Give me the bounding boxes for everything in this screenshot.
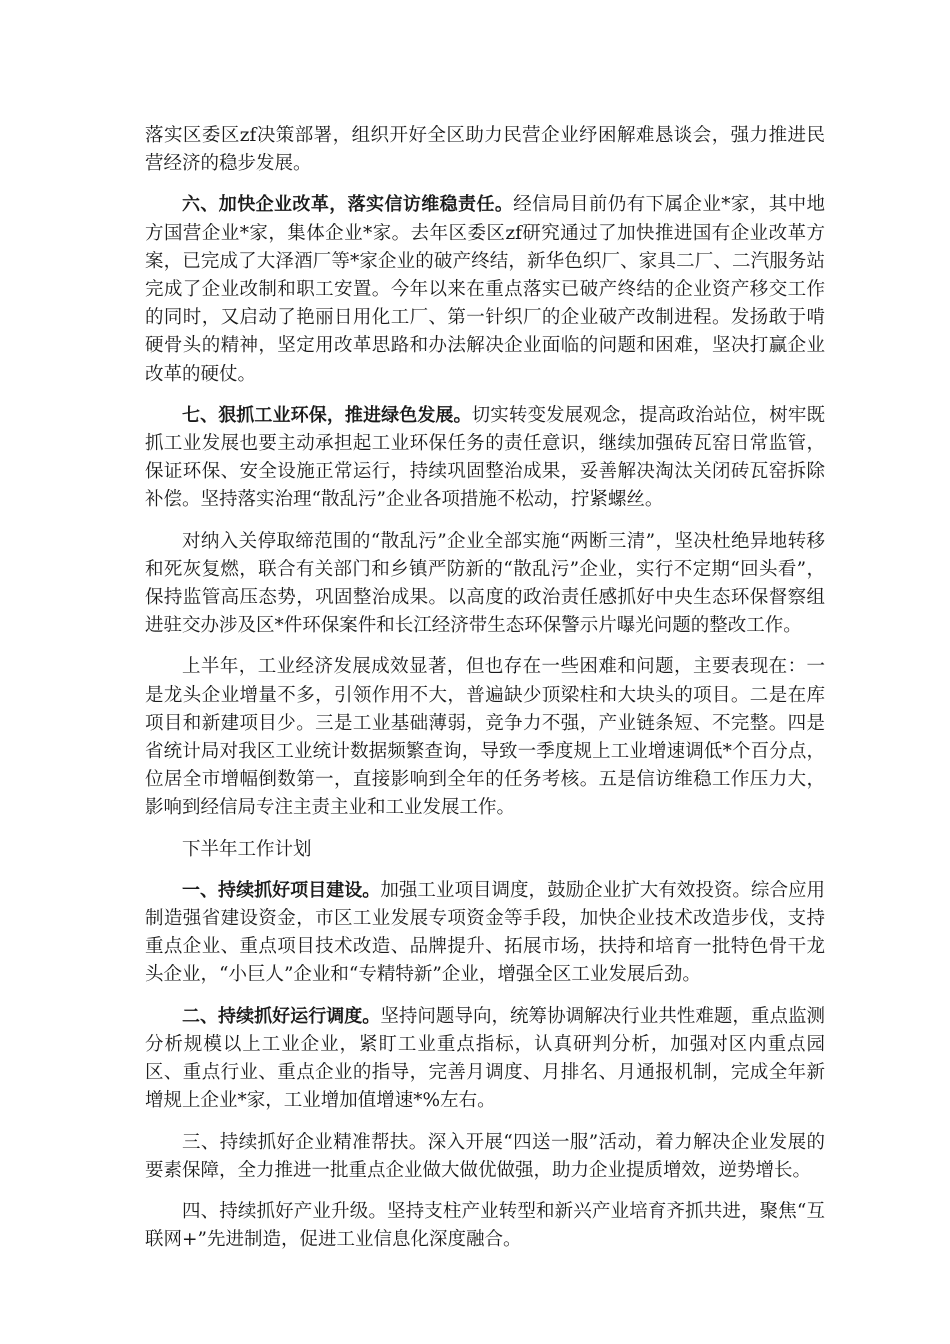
paragraph-title: 六、加快企业改革，落实信访维稳责任。	[182, 194, 514, 216]
paragraph-text: 切实转变发展观念，提高政治站位，树牢既抓工业发展也要主动承担起工业环保任务的责任意识，继续加强砖瓦窑日常监管，保证环保、安全设施正常运行，持续巩固整治成果，妥善解决淘汰关闭砖瓦窑拆除补偿。坚持落实治理“散乱污”企业各项措施不松动，拧紧螺丝。	[145, 404, 825, 511]
section-heading	[145, 836, 825, 864]
paragraph-continuation	[145, 122, 825, 178]
paragraph-title: 一、持续抓好项目建设。	[182, 879, 381, 901]
paragraph-text: 经信局目前仍有下属企业*家，其中地方国营企业*家，集体企业*家。去年区委区zf研究通过了加快推进国有企业改革方案，已完成了大泽酒厂等*家企业的破产终结，新华色织厂、家具二厂、二汽服务站完成了企业改制和职工安置。今年以来在重点落实已破产终结的企业资产移交工作的同时，又启动了艳丽日用化工厂、第一针织厂的企业破产改制进程。发扬敢于啃硬骨头的精神，坚定用改革思路和办法解决企业面临的问题和困难，坚决打赢企业改革的硬仗。	[145, 194, 825, 385]
document-body	[145, 122, 825, 1267]
paragraph-title: 七、狠抓工业环保，推进绿色发展。	[182, 404, 472, 426]
paragraph-text: 落实区委区zf决策部署，组织开好全区助力民营企业纾困解难恳谈会，强力推进民营经济的稳步发展。	[145, 125, 825, 175]
paragraph-title: 二、持续抓好运行调度。	[182, 1005, 381, 1027]
paragraph-enterprise-reform	[145, 191, 825, 388]
paragraph-industrial-upgrade	[145, 1198, 825, 1254]
paragraph-enterprise-assistance	[145, 1129, 825, 1185]
paragraph-pollution-control	[145, 528, 825, 641]
paragraph-industrial-environment	[145, 402, 825, 515]
section-heading-text: 下半年工作计划	[182, 838, 312, 860]
paragraph-text: 上半年，工业经济发展成效显著，但也存在一些困难和问题，主要表现在：一是龙头企业增量不多，引领作用不大，普遍缺少顶梁柱和大块头的项目。二是在库项目和新建项目少。三是工业基础薄弱，竞争力不强，产业链条短、不完整。四是省统计局对我区工业统计数据频繁查询，导致一季度规上工业增速调低*个百分点，位居全市增幅倒数第一，直接影响到全年的任务考核。五是信访维稳工作压力大，影响到经信局专注主责主业和工业发展工作。	[145, 656, 825, 819]
paragraph-text: 加强工业项目调度，鼓励企业扩大有效投资。综合应用制造强省建设资金，市区工业发展专项资金等手段，加快企业技术改造步伐，支持重点企业、重点项目技术改造、品牌提升、拓展市场，扶持和培育一批特色骨干龙头企业，“小巨人”企业和“专精特新”企业，增强全区工业发展后劲。	[145, 879, 825, 986]
paragraph-text: 对纳入关停取缔范围的“散乱污”企业全部实施“两断三清”，坚决杜绝异地转移和死灰复燃，联合有关部门和乡镇严防新的“散乱污”企业，实行不定期“回头看”，保持监管高压态势，巩固整治成果。以高度的政治责任感抓好中央生态环保督察组进驻交办涉及区*件环保案件和长江经济带生态环保警示片曝光问题的整改工作。	[145, 530, 825, 637]
paragraph-problems	[145, 653, 825, 822]
paragraph-project-construction	[145, 877, 825, 990]
paragraph-text: 三、持续抓好企业精准帮扶。深入开展“四送一服”活动，着力解决企业发展的要素保障，全力推进一批重点企业做大做优做强，助力企业提质增效，逆势增长。	[145, 1131, 825, 1181]
paragraph-text: 坚持问题导向，统筹协调解决行业共性难题，重点监测分析规模以上工业企业，紧盯工业重点指标，认真研判分析，加强对区内重点园区、重点行业、重点企业的指导，完善月调度、月排名、月通报机制，完成全年新增规上企业*家，工业增加值增速*%左右。	[145, 1005, 825, 1112]
paragraph-operation-dispatch	[145, 1003, 825, 1116]
paragraph-text: 四、持续抓好产业升级。坚持支柱产业转型和新兴产业培育齐抓共进，聚焦“互联网+”先进制造，促进工业信息化深度融合。	[145, 1200, 825, 1251]
